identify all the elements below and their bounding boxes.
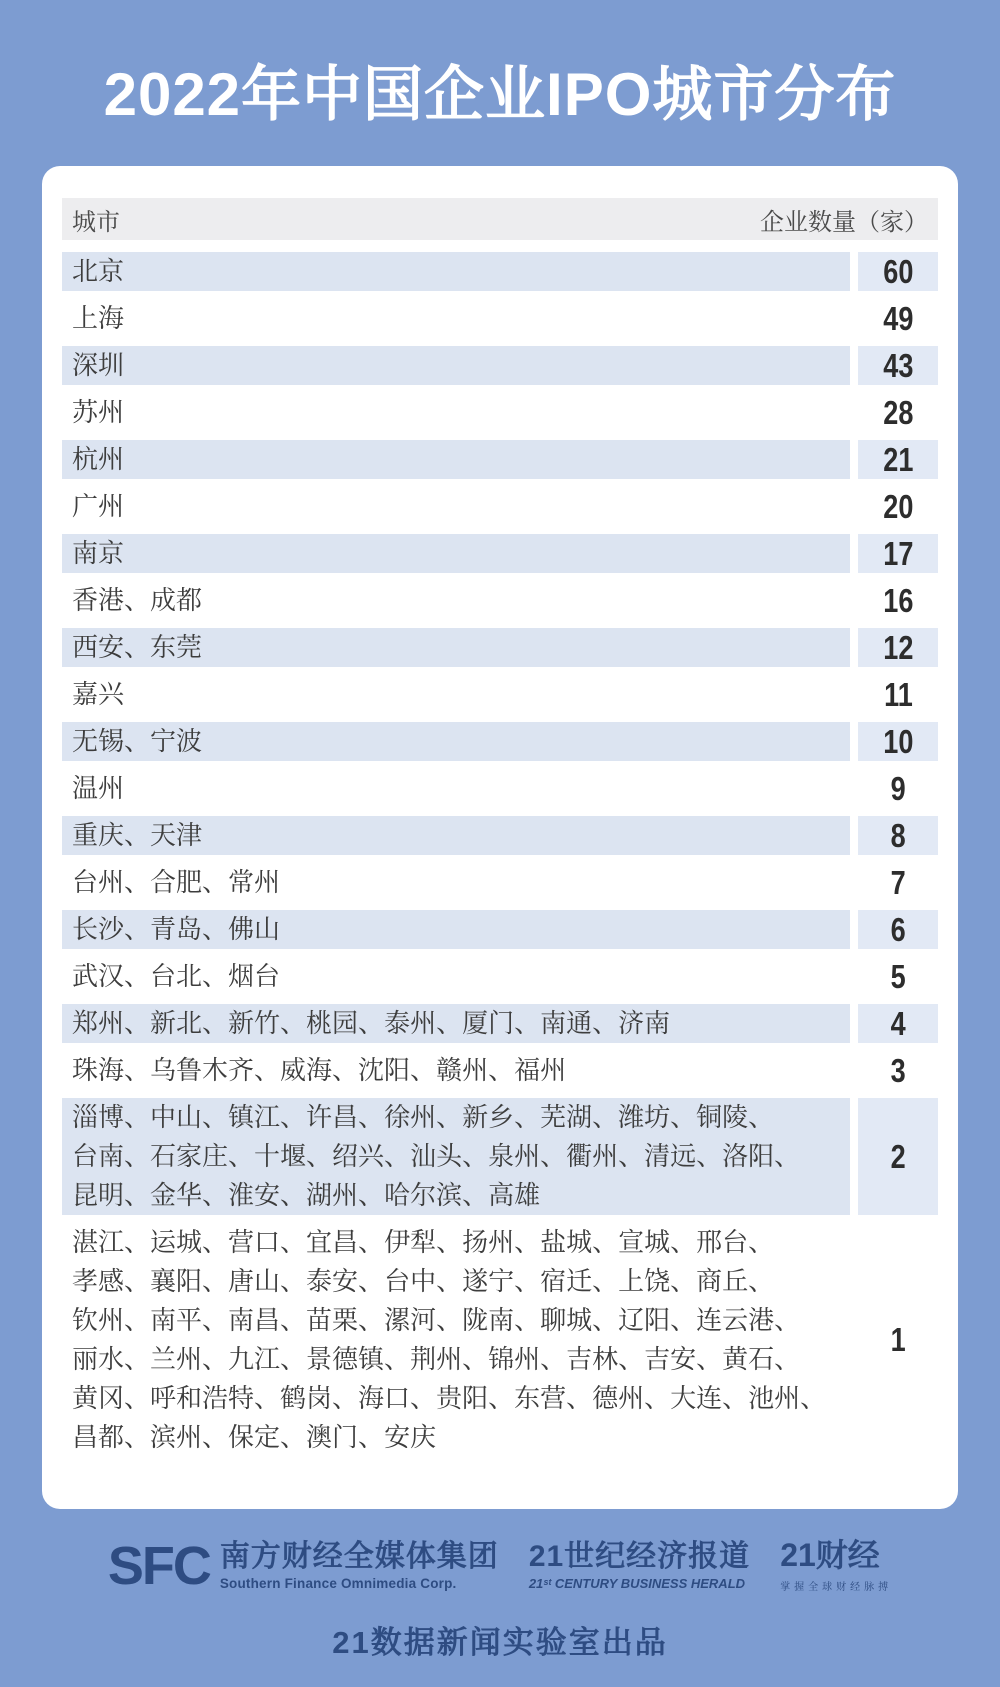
city-name: 长沙、	[72, 914, 151, 944]
city-name: 连云港、	[696, 1305, 801, 1335]
city-name: 无锡、	[72, 726, 151, 756]
row-cities	[62, 1004, 850, 1043]
city-name: 苗栗、	[306, 1305, 385, 1335]
city-name: 乌鲁木齐、	[150, 1055, 281, 1085]
row-count: 43	[858, 346, 938, 385]
table-row	[62, 1223, 938, 1457]
city-name: 洛阳、	[722, 1141, 801, 1171]
table-header	[62, 198, 938, 240]
city-name: 苏州	[72, 397, 125, 427]
city-name: 贵阳、	[436, 1383, 515, 1413]
row-count: 3	[890, 1051, 906, 1089]
city-name: 邢台、	[696, 1227, 775, 1257]
row-count: 8	[858, 816, 938, 855]
city-name: 衢州、	[566, 1141, 645, 1171]
table-row	[62, 534, 938, 573]
city-name: 铜陵、	[696, 1102, 775, 1132]
city-name: 运城、	[150, 1227, 229, 1257]
row-cities	[62, 252, 850, 291]
city-name: 鹤岗、	[280, 1383, 359, 1413]
city-name: 黄冈、	[72, 1383, 151, 1413]
sfc-logo-group	[107, 1536, 499, 1596]
row-count: 17	[858, 534, 938, 573]
table-row	[62, 299, 938, 338]
table-row	[62, 957, 938, 996]
city-name: 温州	[72, 773, 125, 803]
city-name: 十堰、	[254, 1141, 333, 1171]
city-name: 威海、	[280, 1055, 359, 1085]
city-name: 大连、	[670, 1383, 749, 1413]
table-row	[62, 252, 938, 291]
row-cities	[62, 816, 850, 855]
city-name: 天津	[150, 820, 203, 850]
city-name: 台中、	[384, 1266, 463, 1296]
city-name: 成都	[150, 585, 203, 615]
city-name: 南昌、	[228, 1305, 307, 1335]
row-count: 2	[858, 1098, 938, 1215]
city-name: 池州、	[748, 1383, 827, 1413]
city-name: 聊城、	[540, 1305, 619, 1335]
city-name: 商丘、	[696, 1266, 775, 1296]
herald-logo-block	[529, 1541, 750, 1591]
city-name: 东营、	[514, 1383, 593, 1413]
city-name: 襄阳、	[150, 1266, 229, 1296]
city-name: 新北、	[150, 1008, 229, 1038]
herald-name-en: 21ˢᵗ CENTURY BUSINESS HERALD	[528, 1576, 746, 1591]
city-name: 上海	[72, 303, 125, 333]
city-name: 九江、	[228, 1344, 307, 1374]
city-name: 镇江、	[228, 1102, 307, 1132]
city-name: 钦州、	[72, 1305, 151, 1335]
row-count: 11	[883, 675, 913, 713]
table-card	[42, 166, 958, 1509]
table-row	[62, 393, 938, 432]
brand-name-cn: 21财经	[780, 1537, 880, 1573]
city-name: 吉安、	[644, 1344, 723, 1374]
city-name: 清远、	[644, 1141, 723, 1171]
city-name: 兰州、	[150, 1344, 229, 1374]
city-name: 宣城、	[618, 1227, 697, 1257]
city-name: 昌都、	[72, 1422, 151, 1452]
sfc-logo-icon: SFC	[107, 1536, 210, 1596]
org-name-en: Southern Finance Omnimedia Corp.	[219, 1576, 457, 1591]
row-count: 49	[882, 299, 914, 337]
city-name: 香港、	[72, 585, 151, 615]
city-name: 西安、	[72, 632, 151, 662]
row-count: 6	[858, 910, 938, 949]
city-name: 黄石、	[722, 1344, 801, 1374]
city-name: 桃园、	[306, 1008, 385, 1038]
city-name: 淮安、	[228, 1180, 307, 1210]
row-cities	[62, 346, 850, 385]
city-name: 锦州、	[488, 1344, 567, 1374]
row-count: 1	[890, 1321, 906, 1358]
city-name: 重庆、	[72, 820, 151, 850]
city-name: 景德镇、	[306, 1344, 411, 1374]
row-count: 7	[890, 863, 906, 901]
table-row	[62, 346, 938, 385]
table-row	[62, 675, 938, 714]
city-name: 潍坊、	[618, 1102, 697, 1132]
row-count: 20	[882, 487, 914, 525]
city-name: 遂宁、	[462, 1266, 541, 1296]
row-count: 28	[882, 393, 914, 431]
brand-logo-block	[780, 1539, 892, 1593]
city-name: 东莞	[150, 632, 203, 662]
table-row	[62, 1051, 938, 1090]
table-row	[62, 722, 938, 761]
city-name: 湖州、	[306, 1180, 385, 1210]
column-header-count: 企业数量（家）	[760, 208, 928, 236]
table-row	[62, 816, 938, 855]
city-name: 呼和浩特、	[150, 1383, 281, 1413]
city-name: 珠海、	[72, 1055, 151, 1085]
city-name: 沈阳、	[358, 1055, 437, 1085]
city-name: 孝感、	[72, 1266, 151, 1296]
city-name: 常州	[228, 867, 281, 897]
city-name: 烟台	[228, 961, 281, 991]
city-name: 澳门、	[306, 1422, 385, 1452]
city-name: 泰安、	[306, 1266, 385, 1296]
city-name: 滨州、	[150, 1422, 229, 1452]
city-name: 郑州、	[72, 1008, 151, 1038]
city-name: 高雄	[488, 1180, 541, 1210]
city-name: 广州	[72, 491, 125, 521]
city-name: 盐城、	[540, 1227, 619, 1257]
city-name: 宿迁、	[540, 1266, 619, 1296]
city-name: 厦门、	[462, 1008, 541, 1038]
org-name-cn: 南方财经全媒体集团	[219, 1540, 499, 1573]
row-cities	[62, 299, 850, 338]
city-name: 哈尔滨、	[384, 1180, 489, 1210]
page-title: 2022年中国企业IPO城市分布	[103, 61, 897, 128]
row-cities	[62, 1098, 850, 1215]
city-name: 福州	[514, 1055, 567, 1085]
city-name: 中山、	[150, 1102, 229, 1132]
row-cities	[62, 534, 850, 573]
city-name: 台州、	[72, 867, 151, 897]
row-cities	[62, 863, 850, 902]
city-name: 嘉兴	[72, 679, 125, 709]
city-name: 营口、	[228, 1227, 307, 1257]
table-row	[62, 769, 938, 808]
table-row	[62, 581, 938, 620]
row-cities	[62, 393, 850, 432]
city-name: 荆州、	[410, 1344, 489, 1374]
city-name: 宁波	[150, 726, 203, 756]
row-cities	[62, 722, 850, 761]
row-count: 4	[858, 1004, 938, 1043]
city-name: 济南	[618, 1008, 671, 1038]
city-name: 辽阳、	[618, 1305, 697, 1335]
row-cities	[62, 581, 850, 620]
city-name: 石家庄、	[150, 1141, 255, 1171]
city-name: 保定、	[228, 1422, 307, 1452]
row-cities	[62, 769, 850, 808]
footer	[0, 1536, 1000, 1662]
city-name: 安庆	[384, 1422, 437, 1452]
city-name: 扬州、	[462, 1227, 541, 1257]
city-name: 泉州、	[488, 1141, 567, 1171]
city-name: 海口、	[358, 1383, 437, 1413]
city-name: 深圳	[72, 350, 125, 380]
city-name: 新乡、	[462, 1102, 541, 1132]
row-count: 10	[858, 722, 938, 761]
city-name: 台北、	[150, 961, 229, 991]
table-row	[62, 1004, 938, 1043]
city-name: 武汉、	[72, 961, 151, 991]
table-row	[62, 1098, 938, 1215]
table-row	[62, 487, 938, 526]
city-name: 丽水、	[72, 1344, 151, 1374]
city-name: 北京	[72, 256, 125, 286]
row-count: 21	[858, 440, 938, 479]
table-row	[62, 628, 938, 667]
city-name: 南平、	[150, 1305, 229, 1335]
city-name: 金华、	[150, 1180, 229, 1210]
city-name: 伊犁、	[384, 1227, 463, 1257]
row-cities	[62, 1051, 850, 1090]
table-row	[62, 863, 938, 902]
city-name: 南通、	[540, 1008, 619, 1038]
city-name: 昆明、	[72, 1180, 151, 1210]
city-name: 漯河、	[384, 1305, 463, 1335]
city-name: 上饶、	[618, 1266, 697, 1296]
row-cities	[62, 957, 850, 996]
row-cities	[62, 440, 850, 479]
city-name: 许昌、	[306, 1102, 385, 1132]
brand-tagline: 掌握全球财经脉搏	[780, 1582, 893, 1593]
city-name: 赣州、	[436, 1055, 515, 1085]
row-count: 60	[858, 252, 938, 291]
row-cities	[62, 910, 850, 949]
city-name: 汕头、	[410, 1141, 489, 1171]
column-header-city: 城市	[72, 208, 120, 236]
row-count: 16	[882, 581, 914, 619]
city-name: 绍兴、	[332, 1141, 411, 1171]
table-row	[62, 910, 938, 949]
city-name: 徐州、	[384, 1102, 463, 1132]
city-name: 台南、	[72, 1141, 151, 1171]
city-name: 吉林、	[566, 1344, 645, 1374]
footer-logos	[0, 1536, 1000, 1596]
city-name: 杭州	[72, 444, 125, 474]
row-cities	[62, 487, 850, 526]
city-name: 德州、	[592, 1383, 671, 1413]
city-name: 南京	[72, 538, 125, 568]
city-name: 湛江、	[72, 1227, 151, 1257]
herald-name-cn: 21世纪经济报道	[528, 1540, 751, 1573]
city-name: 新竹、	[228, 1008, 307, 1038]
org-logo-block	[220, 1541, 499, 1591]
city-name: 淄博、	[72, 1102, 151, 1132]
city-name: 唐山、	[228, 1266, 307, 1296]
credit-line: 21数据新闻实验室出品	[332, 1625, 668, 1660]
row-count: 5	[890, 957, 906, 995]
row-count: 12	[858, 628, 938, 667]
row-count: 9	[890, 769, 906, 807]
city-name: 佛山	[228, 914, 281, 944]
city-name: 陇南、	[462, 1305, 541, 1335]
city-name: 合肥、	[150, 867, 229, 897]
city-name: 青岛、	[150, 914, 229, 944]
city-name: 泰州、	[384, 1008, 463, 1038]
city-name: 宜昌、	[306, 1227, 385, 1257]
row-cities	[62, 628, 850, 667]
table-body	[62, 252, 938, 1457]
city-name: 芜湖、	[540, 1102, 619, 1132]
table-row	[62, 440, 938, 479]
row-cities	[62, 1223, 850, 1457]
row-cities	[62, 675, 850, 714]
